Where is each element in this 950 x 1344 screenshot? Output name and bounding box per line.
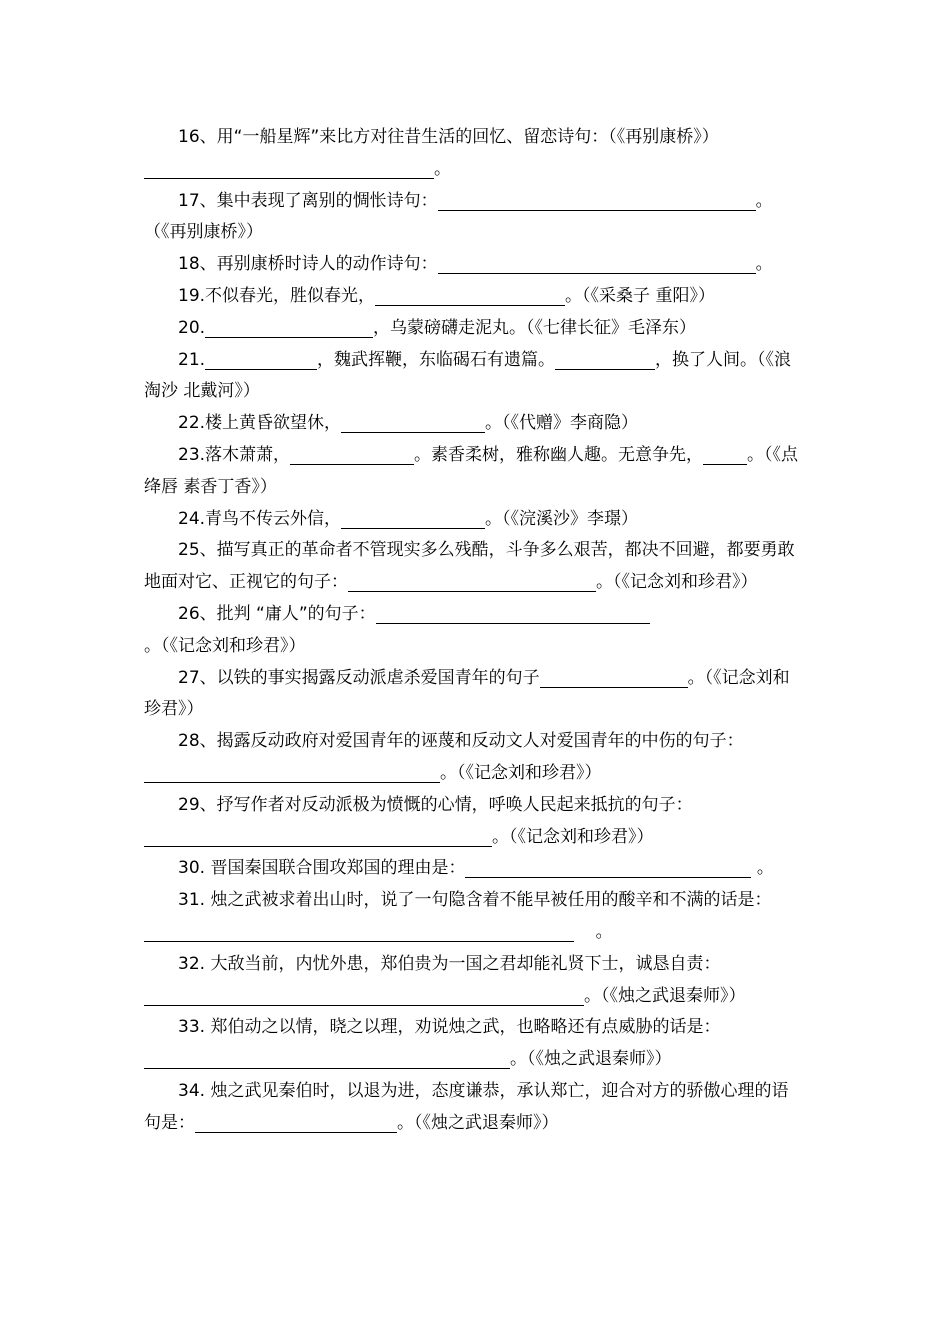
answer-blank[interactable] [144, 1047, 510, 1069]
answer-blank[interactable] [465, 856, 751, 878]
answer-blank[interactable] [341, 411, 485, 433]
answer-blank[interactable] [375, 284, 565, 306]
question-17: 17、集中表现了离别的惆怅诗句： 。（《再别康桥》） [144, 190, 773, 243]
answer-blank[interactable] [144, 761, 440, 783]
question-23: 23.落木萧萧， 。素香柔树，雅称幽人趣。无意争先， 。（《点绛唇 素香丁香》） [144, 444, 799, 497]
answer-blank[interactable] [290, 443, 414, 465]
question-27: 27、以铁的事实揭露反动派虐杀爱国青年的句子 。（《记念刘和珍君》） [144, 667, 790, 720]
question-16: 16、用“一船星辉”来比方对往昔生活的回忆、留恋诗句：（《再别康桥》）。 [144, 122, 804, 186]
question-20: 20. ，乌蒙磅礴走泥丸。（《七律长征》毛泽东） [178, 317, 697, 338]
answer-blank[interactable] [205, 348, 317, 370]
answer-blank[interactable] [438, 252, 756, 274]
question-18: 18、再别康桥时诗人的动作诗句： 。 [178, 254, 773, 275]
answer-blank[interactable] [144, 920, 574, 942]
worksheet-page [144, 122, 804, 1140]
answer-blank[interactable] [144, 157, 434, 179]
answer-blank[interactable] [195, 1111, 397, 1133]
question-29: 29、抒写作者对反动派极为愤慨的心情，呼唤人民起来抵抗的句子：。（《记念刘和珍君》） [144, 790, 804, 854]
question-19: 19.不似春光，胜似春光， 。（《采桑子 重阳》） [178, 285, 715, 306]
question-26: 26、批判 “庸人”的句子：。（《记念刘和珍君》） [144, 599, 804, 663]
question-32: 32. 大敌当前，内忧外患，郑伯贵为一国之君却能礼贤下士，诚恳自责：。（《烛之武退秦师》） [144, 949, 804, 1013]
answer-blank[interactable] [205, 316, 373, 338]
answer-blank[interactable] [555, 348, 655, 370]
question-22: 22.楼上黄昏欲望休， 。（《代赠》李商隐） [178, 413, 639, 434]
answer-blank[interactable] [376, 602, 650, 624]
question-25: 25、描写真正的革命者不管现实多么残酷，斗争多么艰苦，都决不回避，都要勇敢地面对它、正视它的句子： 。（《记念刘和珍君》） [144, 540, 795, 593]
question-24: 24.青鸟不传云外信， 。（《浣溪沙》李璟） [178, 508, 639, 529]
answer-blank[interactable] [144, 984, 584, 1006]
answer-blank[interactable] [348, 570, 596, 592]
question-33: 33. 郑伯动之以情，晓之以理，劝说烛之武，也略略还有点威胁的话是：。（《烛之武退秦师》） [144, 1012, 804, 1076]
question-34: 34. 烛之武见秦伯时，以退为进，态度谦恭，承认郑亡，迎合对方的骄傲心理的语句是： 。（《烛之武退秦师》） [144, 1080, 789, 1133]
answer-blank[interactable] [438, 189, 756, 211]
answer-blank[interactable] [703, 443, 747, 465]
question-21: 21. ，魏武挥鞭，东临碣石有遗篇。 ，换了人间。（《浪淘沙 北戴河》） [144, 349, 792, 402]
question-28: 28、揭露反动政府对爱国青年的诬蔑和反动文人对爱国青年的中伤的句子：。（《记念刘和珍君》） [144, 726, 804, 790]
answer-blank[interactable] [144, 825, 492, 847]
question-30: 30. 晋国秦国联合围攻郑国的理由是： 。 [178, 858, 774, 879]
answer-blank[interactable] [341, 507, 485, 529]
answer-blank[interactable] [540, 666, 688, 688]
question-31: 31. 烛之武被求着出山时，说了一句隐含着不能早被任用的酸辛和不满的话是： 。 [144, 885, 804, 949]
